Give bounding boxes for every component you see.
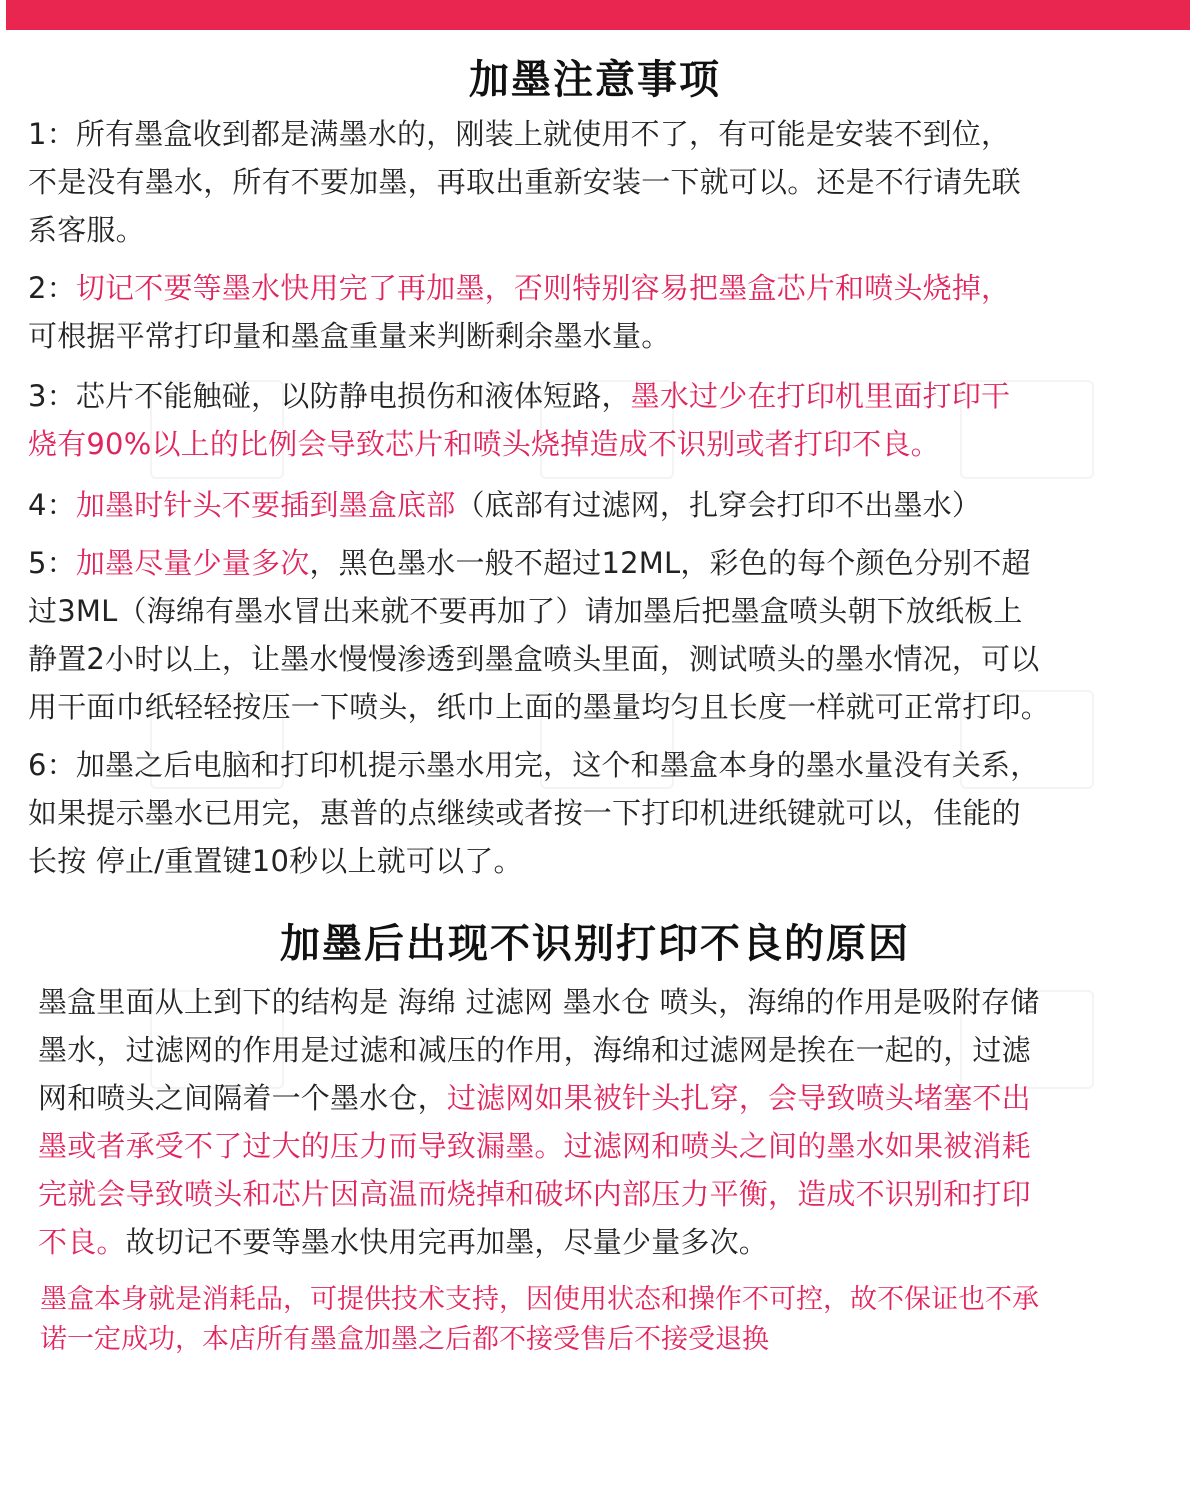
text-line [28, 683, 1050, 731]
text-line [28, 587, 1050, 635]
text-span: 2： [28, 271, 76, 305]
text-span: 墨水，过滤网的作用是过滤和减压的作用，海绵和过滤网是挨在一起的，过滤 [38, 1033, 1031, 1067]
text-span: 3：芯片不能触碰，以防静电损伤和液体短路， [28, 379, 631, 413]
text-line [28, 264, 1010, 312]
text-line [28, 837, 1039, 885]
highlight-span: 加墨尽量少量多次 [75, 546, 310, 580]
text-line [28, 481, 981, 529]
highlight-span: 过滤网如果被针头扎穿，会导致喷头堵塞不出 [446, 1081, 1031, 1115]
note-line: 诺一定成功，本店所有墨盒加墨之后都不接受售后不接受退换 [40, 1324, 769, 1355]
text-line [28, 539, 1050, 587]
text-span: 4： [28, 488, 76, 522]
text-line [38, 1074, 1039, 1122]
top-banner-bar [6, 0, 1190, 30]
instruction-item-6 [28, 741, 1039, 885]
page-title: 加墨注意事项 [469, 57, 721, 103]
text-span: 过3ML（海绵有墨水冒出来就不要再加了）请加墨后把墨盒喷头朝下放纸板上 [28, 594, 1023, 628]
text-span: 5： [28, 546, 76, 580]
text-line [28, 789, 1039, 837]
text-line [38, 1170, 1039, 1218]
text-span: 网和喷头之间隔着一个墨水仓， [38, 1081, 447, 1115]
text-line [38, 1218, 1039, 1266]
highlight-span: 切记不要等墨水快用完了再加墨，否则特别容易把墨盒芯片和喷头烧掉， [75, 271, 1011, 305]
text-span: 墨盒里面从上到下的结构是 海绵 过滤网 墨水仓 喷头，海绵的作用是吸附存储 [38, 985, 1040, 1019]
instruction-item-1 [28, 110, 1021, 254]
text-span: （底部有过滤网，扎穿会打印不出墨水） [455, 488, 982, 522]
instruction-item-5 [28, 539, 1050, 731]
highlight-span: 墨或者承受不了过大的压力而导致漏墨。过滤网和喷头之间的墨水如果被消耗 [38, 1129, 1031, 1163]
text-line [28, 741, 1039, 789]
text-span: 系客服。 [28, 213, 145, 247]
text-span: ，黑色墨水一般不超过12ML，彩色的每个颜色分别不超 [309, 546, 1031, 580]
text-line [28, 158, 1021, 206]
highlight-span: 墨水过少在打印机里面打印干 [630, 379, 1011, 413]
cause-paragraph [38, 978, 1039, 1266]
text-span: 故切记不要等墨水快用完再加墨，尽量少量多次。 [125, 1225, 769, 1259]
text-line [38, 1026, 1039, 1074]
text-span: 6：加墨之后电脑和打印机提示墨水用完，这个和墨盒本身的墨水量没有关系， [28, 748, 1040, 782]
text-span: 不是没有墨水，所有不要加墨，再取出重新安装一下就可以。还是不行请先联 [28, 165, 1021, 199]
text-line [38, 978, 1039, 1026]
text-line [28, 312, 1010, 360]
text-line [28, 110, 1021, 158]
text-span: 长按 停止/重置键10秒以上就可以了。 [28, 844, 523, 878]
instruction-item-4 [28, 481, 981, 529]
text-span: 可根据平常打印量和墨盒重量来判断剩余墨水量。 [28, 319, 671, 353]
text-span: 静置2小时以上，让墨水慢慢渗透到墨盒喷头里面，测试喷头的墨水情况，可以 [28, 642, 1040, 676]
text-line [28, 420, 1010, 468]
text-line [28, 206, 1021, 254]
instruction-item-2 [28, 264, 1010, 360]
text-span: 如果提示墨水已用完，惠普的点继续或者按一下打印机进纸键就可以，佳能的 [28, 796, 1021, 830]
text-line [38, 1122, 1039, 1170]
highlight-span: 不良。 [38, 1225, 126, 1259]
text-span: 1：所有墨盒收到都是满墨水的，刚装上就使用不了，有可能是安装不到位， [28, 117, 1011, 151]
highlight-span: 完就会导致喷头和芯片因高温而烧掉和破坏内部压力平衡，造成不识别和打印 [38, 1177, 1031, 1211]
highlight-span: 烧有90%以上的比例会导致芯片和喷头烧掉造成不识别或者打印不良。 [28, 427, 940, 461]
text-span: 用干面巾纸轻轻按压一下喷头，纸巾上面的墨量均匀且长度一样就可正常打印。 [28, 690, 1051, 724]
text-line [28, 372, 1010, 420]
instruction-item-3 [28, 372, 1010, 468]
section-title: 加墨后出现不识别打印不良的原因 [280, 921, 910, 967]
text-line [28, 635, 1050, 683]
disclaimer-note [40, 1280, 1039, 1360]
highlight-span: 加墨时针头不要插到墨盒底部 [75, 488, 456, 522]
note-line: 墨盒本身就是消耗品，可提供技术支持，因使用状态和操作不可控，故不保证也不承 [40, 1284, 1039, 1315]
